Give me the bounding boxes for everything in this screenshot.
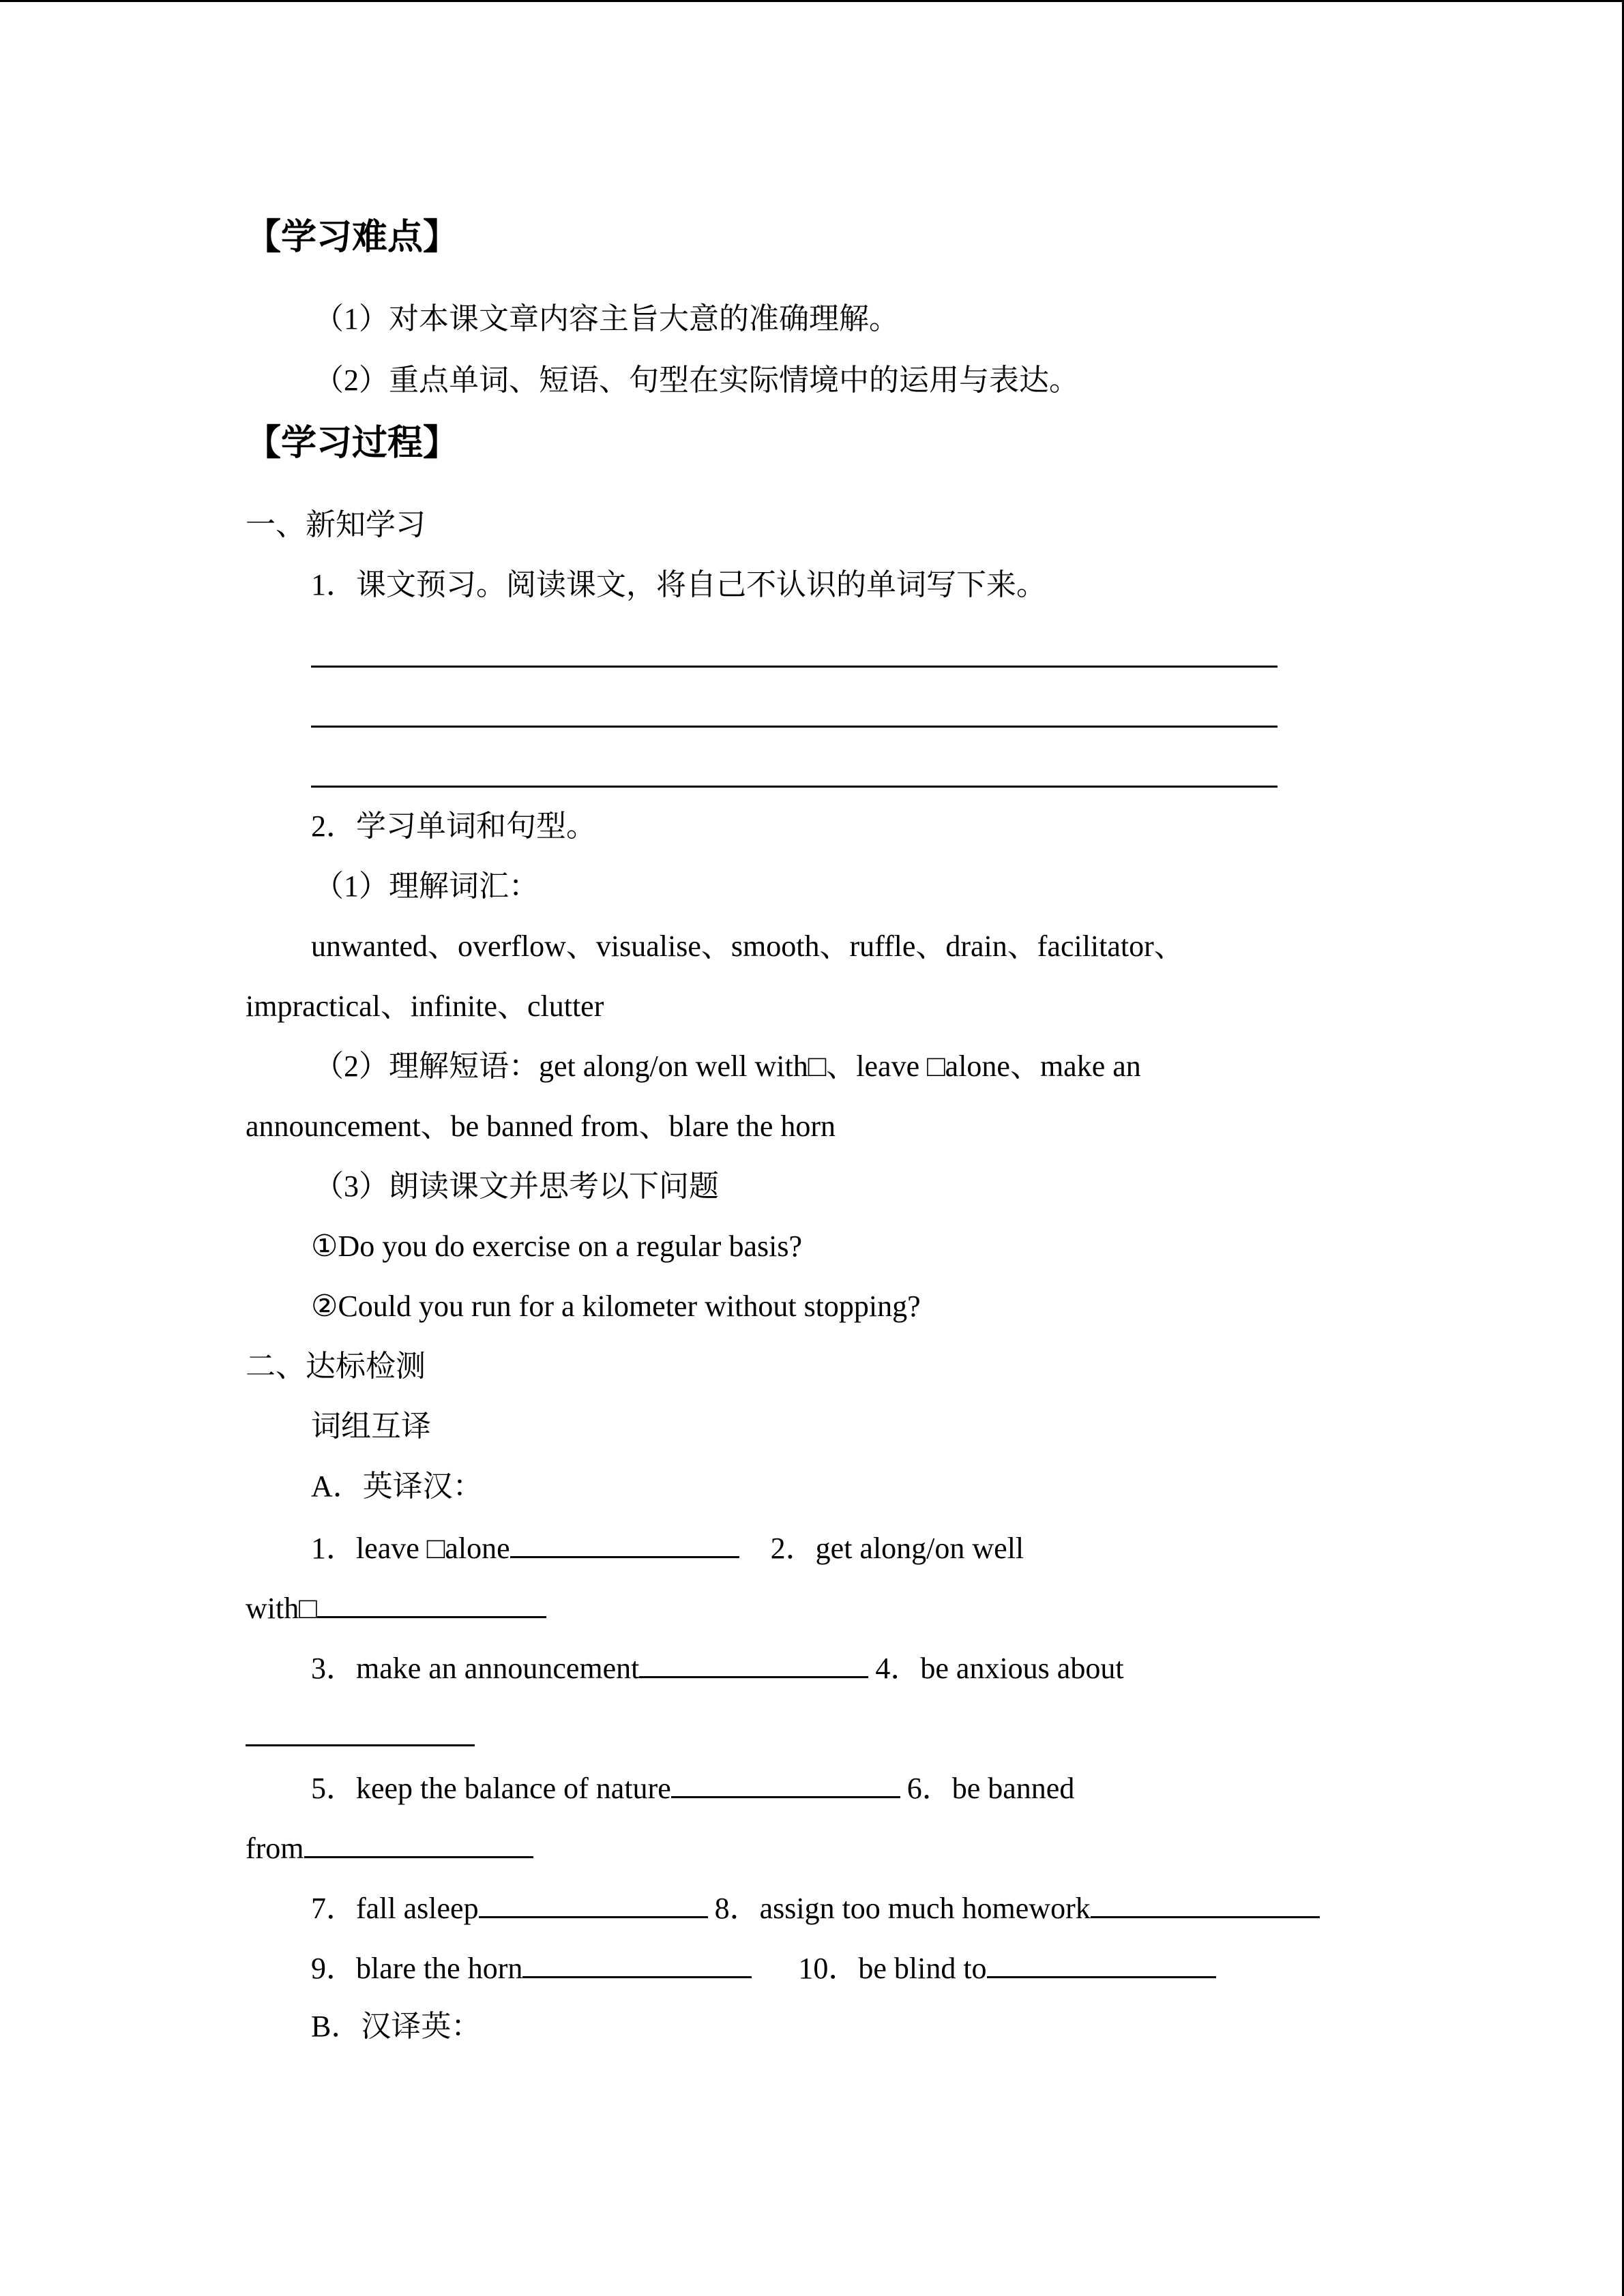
exercise-row-5 — [311, 1946, 1216, 1989]
item-8-text: 8．assign too much homework — [714, 1892, 1091, 1925]
section1-title: 一、新知学习 — [246, 508, 426, 541]
vocab-label: （1）理解词汇： — [314, 869, 539, 903]
item-7-text: 7．fall asleep — [311, 1892, 479, 1925]
difficulty-item-1: （1）对本课文章内容主旨大意的准确理解。 — [314, 302, 899, 336]
item-6-text-cont: from — [246, 1832, 304, 1865]
item-10-blank[interactable] — [987, 1946, 1216, 1978]
item-4-text: 4．be anxious about — [875, 1652, 1124, 1685]
difficulty-heading: 【学习难点】 — [246, 217, 459, 258]
questions-label: （3）朗读课文并思考以下问题 — [314, 1169, 719, 1203]
question-1: ①Do you do exercise on a regular basis? — [311, 1229, 802, 1263]
step2-text: 2．学习单词和句型。 — [311, 809, 596, 843]
item-2-text: 2．get along/on well — [770, 1532, 1024, 1565]
question-2: ②Could you run for a kilometer without stopping? — [311, 1289, 921, 1323]
item-6-blank[interactable] — [304, 1826, 533, 1858]
exercise-row-4 — [311, 1886, 1320, 1929]
difficulty-item-2: （2）重点单词、短语、句型在实际情境中的运用与表达。 — [314, 363, 1079, 397]
item-7-blank[interactable] — [479, 1886, 708, 1918]
section2-title: 二、达标检测 — [246, 1350, 426, 1383]
item-1-blank[interactable] — [510, 1526, 739, 1558]
exercise-row-3b — [246, 1826, 533, 1869]
item-9-blank[interactable] — [522, 1946, 752, 1978]
item-2-text-cont: with□ — [246, 1592, 317, 1625]
exercise-row-1b — [246, 1586, 546, 1629]
item-3-blank[interactable] — [639, 1646, 868, 1678]
vocab-line-2: impractical、infinite、clutter — [246, 989, 604, 1023]
item-1-text: 1．leave □alone — [311, 1532, 510, 1565]
exercise-row-3 — [311, 1766, 1074, 1809]
item-2-blank[interactable] — [317, 1586, 546, 1618]
item-10-text: 10．be blind to — [798, 1952, 987, 1985]
item-4-blank[interactable] — [246, 1744, 475, 1746]
page-top-border — [0, 0, 1624, 2]
vocab-line-1: unwanted、overflow、visualise、smooth、ruffle、drain、facilitator、 — [311, 929, 1184, 963]
phrases-line-2: announcement、be banned from、blare the horn — [246, 1109, 836, 1143]
answer-line-1[interactable] — [311, 666, 1278, 668]
part-a-label: A．英译汉： — [311, 1470, 483, 1503]
answer-line-3[interactable] — [311, 786, 1278, 788]
item-5-text: 5．keep the balance of nature — [311, 1772, 671, 1805]
item-8-blank[interactable] — [1091, 1886, 1320, 1918]
item-3-text: 3．make an announcement — [311, 1652, 640, 1685]
exercise-row-1 — [311, 1526, 1024, 1569]
answer-line-2[interactable] — [311, 726, 1278, 728]
step1-text: 1．课文预习。阅读课文，将自己不认识的单词写下来。 — [311, 568, 1046, 601]
phrases-line-1: （2）理解短语：get along/on well with□、leave □alone、make an — [314, 1049, 1141, 1083]
item-5-blank[interactable] — [671, 1766, 900, 1798]
item-9-text: 9．blare the horn — [311, 1952, 523, 1985]
part-b-label: B．汉译英： — [311, 2010, 482, 2043]
item-6-text: 6．be banned — [906, 1772, 1075, 1805]
exercise-title: 词组互译 — [311, 1410, 431, 1443]
exercise-row-2 — [311, 1646, 1124, 1689]
process-heading: 【学习过程】 — [246, 423, 459, 464]
